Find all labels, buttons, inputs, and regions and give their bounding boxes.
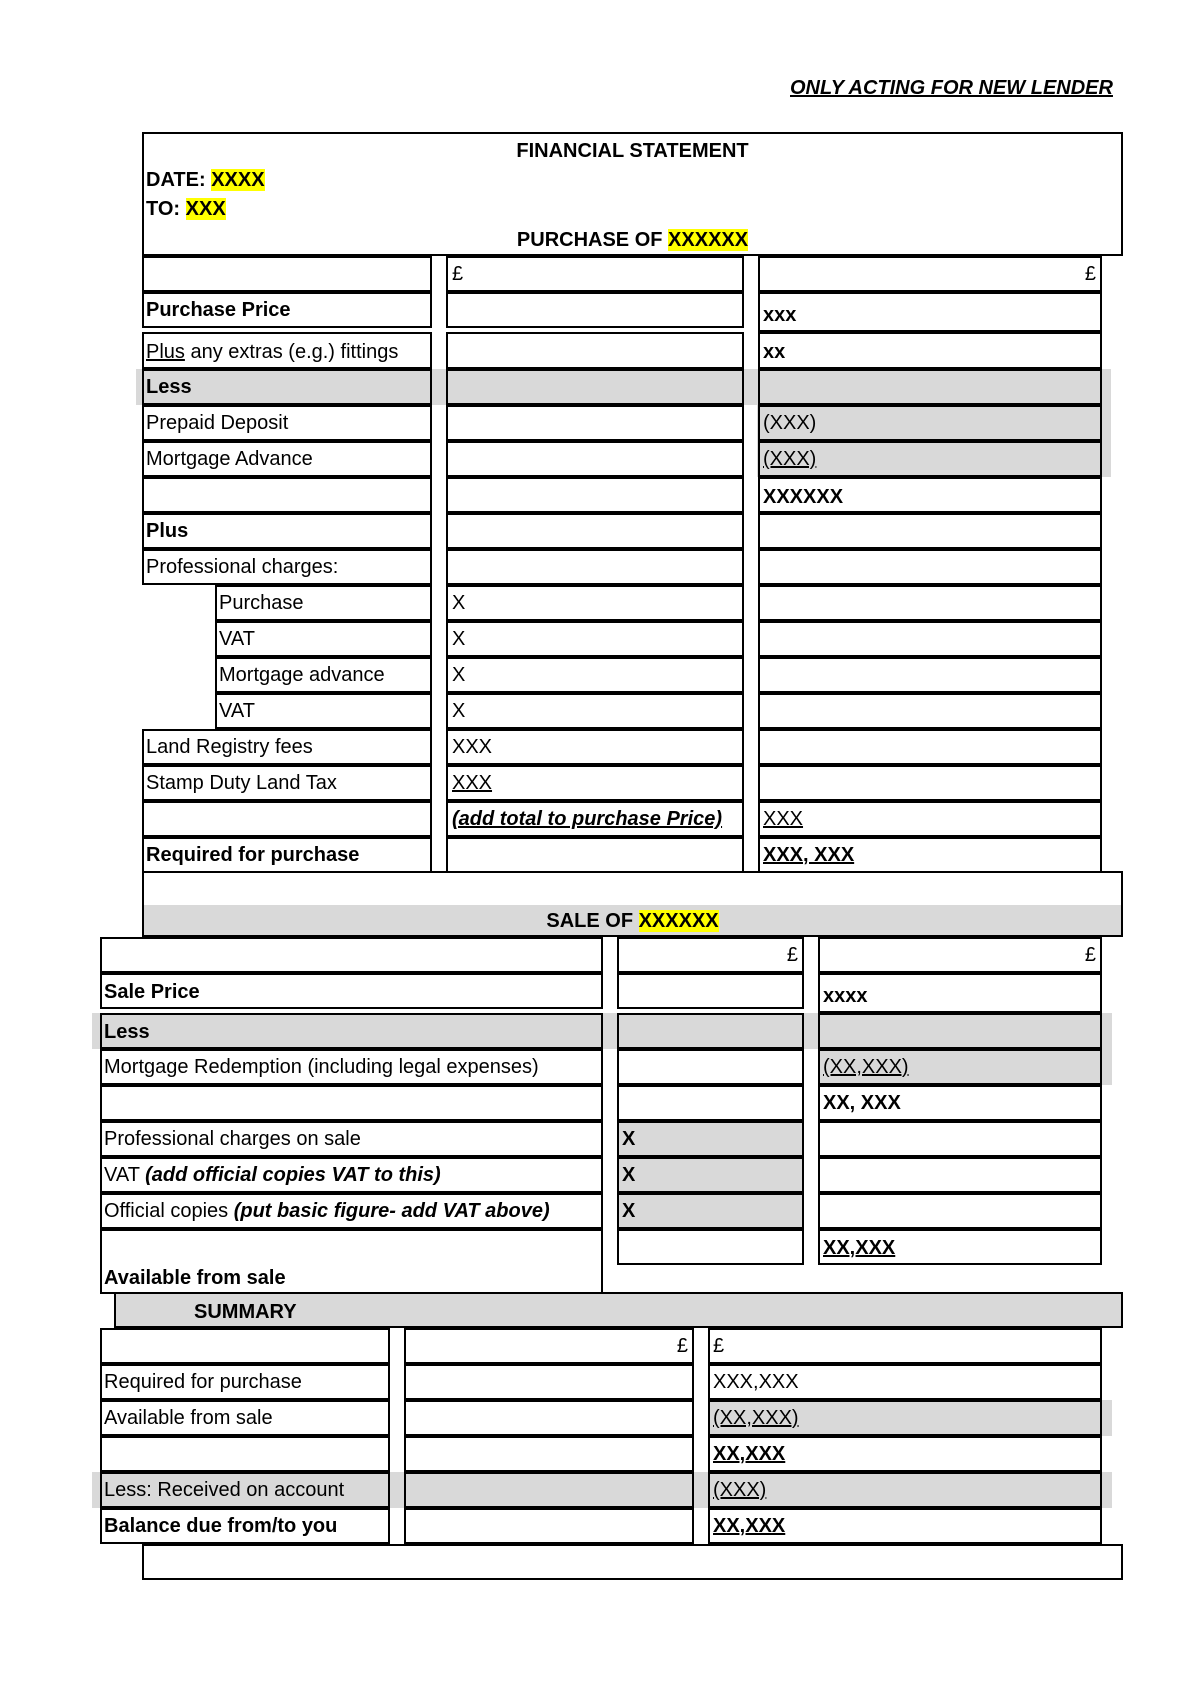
sub-mortgage-value: X [452,664,466,686]
received-on-account-label: Less: Received on account [104,1479,345,1501]
p-right-cell [758,369,1102,405]
sum-label-cell [100,1328,390,1364]
sum-label-cell [100,1436,390,1472]
currency-symbol: £ [1084,944,1096,966]
balance-due-value: XX,XXX [713,1515,786,1537]
p-label-cell [142,256,432,292]
p-mid-cell [446,837,744,873]
land-registry-label: Land Registry fees [146,736,313,758]
p-right-cell [758,585,1102,621]
balance-due-label: Balance due from/to you [104,1515,338,1537]
sum-mid-cell [404,1508,694,1544]
mortgage-redemption-label: Mortgage Redemption (including legal expenses) [104,1056,539,1078]
date-line [146,170,265,190]
mortgage-advance-label: Mortgage Advance [146,448,313,470]
summary-subtotal-value: XX,XXX [713,1443,786,1465]
p-mid-cell [446,657,744,693]
p-mid-cell [446,441,744,477]
to-value: XXX [185,198,226,220]
s-label-cell [100,1085,603,1121]
purchase-less-label: Less [146,376,192,398]
currency-symbol: £ [713,1335,725,1357]
p-mid-cell [446,585,744,621]
summary-required-label: Required for purchase [104,1371,302,1393]
sale-heading-label: SALE OF [546,910,634,932]
purchase-heading [142,230,1123,250]
deposit-value: (XXX) [763,412,817,434]
received-on-account-value: (XXX) [713,1479,767,1501]
sale-subtotal-value: XX, XXX [823,1092,901,1114]
extras-plus: Plus [146,341,185,363]
to-label: TO: [146,198,181,220]
s-right-cell [818,1121,1102,1157]
deposit-label: Prepaid Deposit [146,412,289,434]
currency-symbol: £ [452,263,464,285]
currency-symbol: £ [676,1335,688,1357]
p-right-cell [758,693,1102,729]
date-label: DATE: [146,169,206,191]
sub-mortgage-label: Mortgage advance [219,664,385,686]
p-mid-cell [446,693,744,729]
sale-vat-label [104,1165,441,1185]
s-mid-cell [617,1193,804,1229]
p-mid-cell [446,621,744,657]
sub-purchase-value: X [452,592,466,614]
mortgage-redemption-value: (XX,XXX) [823,1056,909,1078]
sale-price-label: Sale Price [104,981,200,1003]
s-mid-cell [617,1049,804,1085]
sdlt-value: XXX [452,772,493,794]
p-mid-cell [446,477,744,513]
purchase-price-label: Purchase Price [146,299,291,321]
currency-symbol: £ [1084,263,1096,285]
add-total-note: (add total to purchase Price) [452,808,723,830]
p-right-cell [758,657,1102,693]
p-mid-cell [446,549,744,585]
p-right-cell [758,801,1102,837]
s-right-cell [818,1013,1102,1049]
land-registry-value: XXX [452,736,493,758]
p-right-cell [758,729,1102,765]
purchase-price-value: xxx [763,304,797,326]
s-label-cell [100,1013,603,1049]
s-label-cell [100,937,603,973]
s-mid-cell [617,1229,804,1265]
p-mid-cell [446,256,744,292]
p-mid-cell [446,369,744,405]
sub-vat-value: X [452,700,466,722]
sale-heading [142,911,1123,931]
sum-mid-cell [404,1364,694,1400]
sum-mid-cell [404,1400,694,1436]
sale-vat-note: (add official copies VAT to this) [145,1164,441,1186]
required-for-purchase-value: XXX, XXX [763,844,855,866]
sale-price-value: xxxx [823,985,868,1007]
s-mid-cell [617,1121,804,1157]
purchase-heading-label: PURCHASE OF [516,229,663,251]
sum-right-cell [708,1328,1102,1364]
date-value: XXXX [211,169,265,191]
sale-prof-charges-value: X [622,1128,636,1150]
p-mid-cell [446,292,744,328]
p-label-cell [142,801,432,837]
footer-empty-row [142,1544,1123,1580]
p-mid-cell [446,513,744,549]
add-total-value: XXX [763,808,804,830]
purchase-plus-label: Plus [146,520,189,542]
extras-value: xx [763,341,786,363]
currency-symbol: £ [786,944,798,966]
mortgage-advance-value: (XXX) [763,448,817,470]
official-copies-label [104,1201,550,1221]
s-mid-cell [617,1157,804,1193]
purchase-heading-value: XXXXXX [668,229,749,251]
sub-vat-value: X [452,628,466,650]
p-mid-cell [446,405,744,441]
required-for-purchase-label: Required for purchase [146,844,360,866]
p-mid-cell [446,332,744,369]
header-note: ONLY ACTING FOR NEW LENDER [790,77,1113,99]
summary-available-label: Available from sale [104,1407,273,1429]
sub-purchase-label: Purchase [219,592,304,614]
p-right-cell [758,332,1102,369]
p-right-cell [758,765,1102,801]
sale-vat-text: VAT [104,1164,146,1186]
s-mid-cell [617,973,804,1009]
s-right-cell [818,1157,1102,1193]
purchase-subtotal-value: XXXXXX [763,486,844,508]
official-copies-value: X [622,1200,636,1222]
p-right-cell [758,621,1102,657]
statement-title: FINANCIAL STATEMENT [516,140,749,162]
p-right-cell [758,513,1102,549]
sale-heading-value: XXXXXX [638,910,719,932]
s-mid-cell [617,1013,804,1049]
professional-charges-label: Professional charges: [146,556,339,578]
sub-vat-label: VAT [219,628,255,650]
sale-less-label: Less [104,1021,150,1043]
available-from-sale-value: XX,XXX [823,1237,896,1259]
extras-text: any extras (e.g.) fittings [184,341,399,363]
s-right-cell [818,1193,1102,1229]
s-mid-cell [617,1085,804,1121]
official-copies-text: Official copies [104,1200,234,1222]
official-copies-note: (put basic figure- add VAT above) [233,1200,550,1222]
sub-vat-label: VAT [219,700,255,722]
p-right-cell [758,549,1102,585]
sale-prof-charges-label: Professional charges on sale [104,1128,361,1150]
extras-label [146,342,398,362]
to-line [146,199,226,219]
sum-mid-cell [404,1436,694,1472]
summary-heading: SUMMARY [194,1301,297,1323]
sum-mid-cell [404,1472,694,1508]
p-label-cell [142,477,432,513]
sale-vat-value: X [622,1164,636,1186]
available-from-sale-label: Available from sale [104,1267,286,1289]
summary-available-value: (XX,XXX) [713,1407,799,1429]
sum-right-cell [708,1472,1102,1508]
sdlt-label: Stamp Duty Land Tax [146,772,337,794]
p-right-cell [758,292,1102,332]
summary-required-value: XXX,XXX [713,1371,799,1393]
